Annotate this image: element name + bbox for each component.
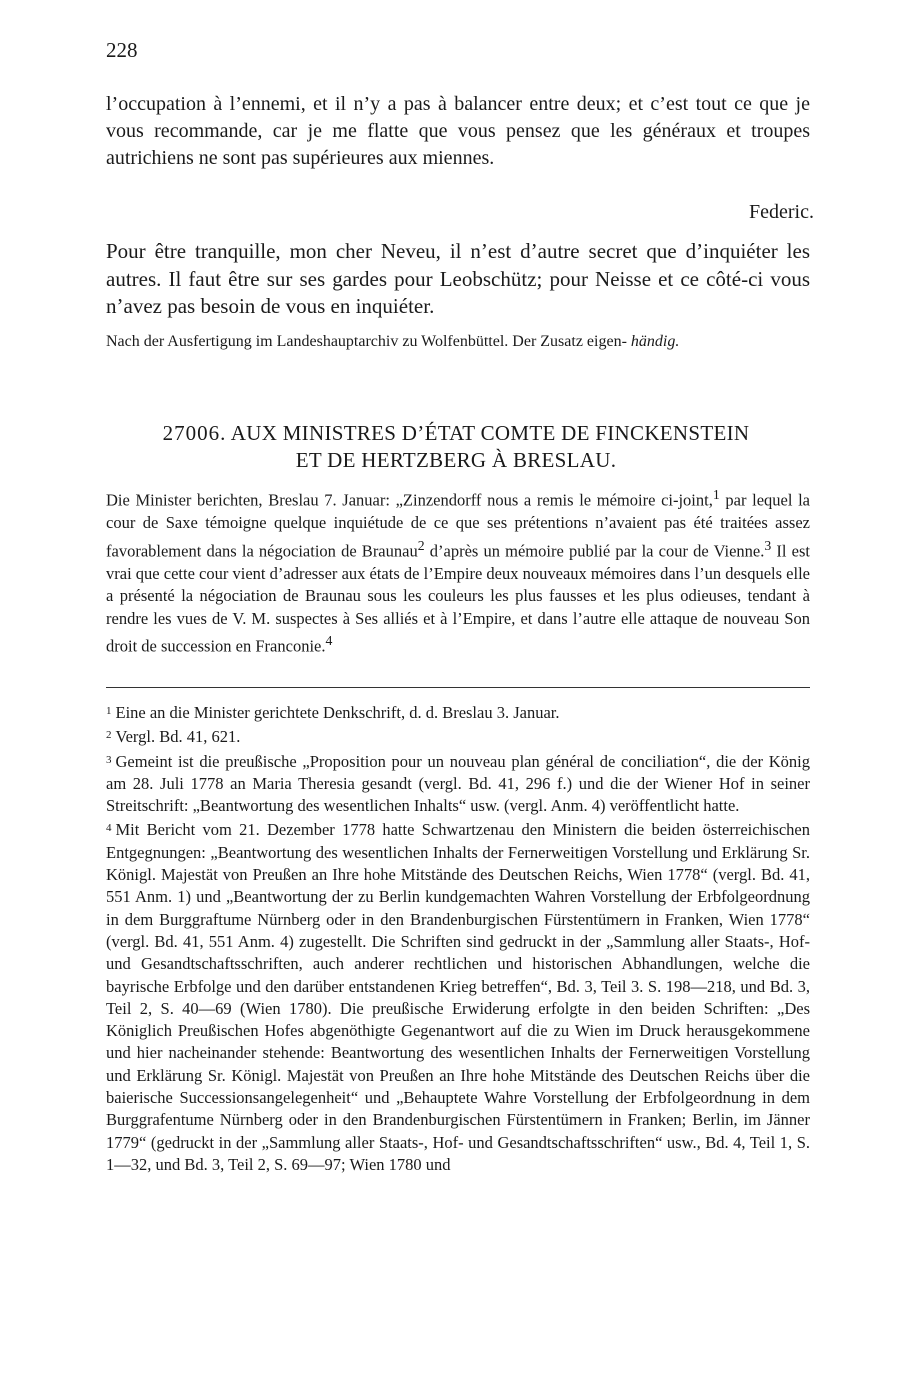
footnote-mark: 4 xyxy=(106,822,112,835)
footnote xyxy=(106,817,810,1176)
footnotes xyxy=(106,700,810,1176)
heading-line-2: ET DE HERTZBERG À BRESLAU. xyxy=(295,448,617,472)
summary-part-3: d’après un mémoire publié par la cour de Vienne. xyxy=(424,541,765,560)
footnote-text: Gemeint ist die preußische „Proposition pour un nouveau plan général de conciliation“, die der König am 28. Juli 1778 an Maria Theresia gesandt (vergl. Bd. 41, 296 f.) und die der Wiener Hof in seiner Streitschrift: „Beantwortung des wesentlichen Inhalts“ usw. (vergl. Anm. 4) veröffentlicht hatte. xyxy=(106,751,810,816)
footnote-divider xyxy=(106,687,810,688)
letter-text xyxy=(106,91,810,172)
footnote-text: Vergl. Bd. 41, 621. xyxy=(115,727,241,747)
footnote-mark: 1 xyxy=(106,705,112,717)
page-number: 228 xyxy=(106,38,138,62)
document-heading xyxy=(100,420,812,474)
footnote xyxy=(106,700,810,724)
footnote-ref-2: 2 xyxy=(417,537,425,553)
heading-line-1 xyxy=(100,420,812,447)
footnote-mark: 3 xyxy=(106,753,112,766)
summary-part-2: par lequel la cour de Saxe témoigne quelque inquiétude de ce que ses prétentions n’avaient pas été traitées assez favorablement dans la négociation de Braunau xyxy=(106,490,810,560)
postscript-paragraph: Pour être tranquille, mon cher Neveu, il n’est d’autre secret que d’inquiéter les autres. Il faut être sur ses gardes pour Leobschütz; pour Neisse et ce côté-ci vous n’avez pas besoin de vous en inquiéter. xyxy=(106,239,810,318)
footnote-mark: 2 xyxy=(106,729,112,742)
footnote-ref-1: 1 xyxy=(712,487,720,502)
report-summary xyxy=(106,484,810,658)
document-number: 27006. xyxy=(162,421,227,445)
source-note-text: Nach der Ausfertigung im Landeshauptarchiv zu Wolfenbüttel. Der Zusatz eigen- xyxy=(106,333,627,350)
footnote-ref-4: 4 xyxy=(325,633,333,648)
source-note-italic: händig. xyxy=(630,333,680,350)
letter-paragraph: l’occupation à l’ennemi, et il n’y a pas à balancer entre deux; et c’est tout ce que je vous recommande, car je me flatte que vous pensez que les généraux et troupes autrichiens ne sont pas supérieures aux miennes. xyxy=(106,93,810,169)
footnote-text: Eine an die Minister gerichtete Denkschrift, d. d. Breslau 3. Januar. xyxy=(115,703,560,722)
footnote xyxy=(106,724,810,748)
heading-title-1: AUX MINISTRES D’ÉTAT COMTE DE FINCKENSTEIN xyxy=(230,421,750,445)
signature: Federic. xyxy=(749,201,814,223)
footnote-text: Mit Bericht vom 21. Dezember 1778 hatte Schwartzenau den Ministern die beiden österreichischen Entgegnungen: „Beantwortung des wesentlichen Inhalts der Fernerweitigen Vorstellung und Erklärung Sr. Königl. Majestät von Preußen an Ihre hohe Mitstände des Deutschen Reichs, Wien 1778“ (vergl. Bd. 41, 551 Anm. 1) und „Beantwortung der zu Berlin kundgemachten Wahren Vorstellung der Erbfolgeordnung in dem Burggraftume Nürnberg oder in den Brandenburgischen Fürstentümern in Franken, Wien 1778“ (vergl. Bd. 41, 551 Anm. 4) zugestellt. Die Schriften sind gedruckt in der „Sammlung aller Staats-, Hof- und Gesandtschaftsschriften, auch anderer rechtlichen und historischen Abhandlungen, welche die bayrische Erbfolge und den darüber entstandenen Krieg betreffen“, Bd. 3, Teil 3. S. 198—218, und Bd. 3, Teil 2, S. 40—69 (Wien 1780). Die preußische Erwiderung erfolgte in den beiden Schriften: „Des Königlich Preußischen Hofes abgenöthigte Gegenantwort auf die zu Wien im Druck herausgekommene und hier nacheinander stehende: Beantwortung des wesentlichen Inhalts der Fernerweitigen Vorstellung und Erklärung Sr. Königl. Majestät von Preußen an Ihre hohe Mitstände des Deutschen Reichs über die baierische Successionsangelegenheit“ und „Behauptete Wahre Vorstellung der Erbfolgeordnung in dem Burggrafentume Nürnberg oder in den Brandenburgischen Fürstentümern in Franken; Berlin, im Jänner 1779“ (gedruckt in der „Sammlung aller Staats-, Hof- und Gesandtschaftsschriften“ usw., Bd. 4, Teil 1, S. 1—32, und Bd. 3, Teil 2, S. 69—97; Wien 1780 und xyxy=(106,820,810,1174)
summary-part-4: Il est vrai que cette cour vient d’adresser aux états de l’Empire deux nouveaux mémoires dans l’un desquels elle a présenté la négociation de Braunau sous les couleurs les plus fausses et les plus odieuses, tendant à rendre les vues de V. M. suspectes à Ses alliés et à l’Empire, et dans l’autre elle attaque de nouveau Son droit de succession en Franconie. xyxy=(106,541,810,656)
postscript xyxy=(106,238,810,321)
summary-part-1: Die Minister berichten, Breslau 7. Januar: „Zinzendorff nous a remis le mémoire ci-joint, xyxy=(106,490,713,510)
footnote-ref-3: 3 xyxy=(764,537,772,553)
source-note xyxy=(106,331,810,353)
footnote xyxy=(106,749,810,818)
